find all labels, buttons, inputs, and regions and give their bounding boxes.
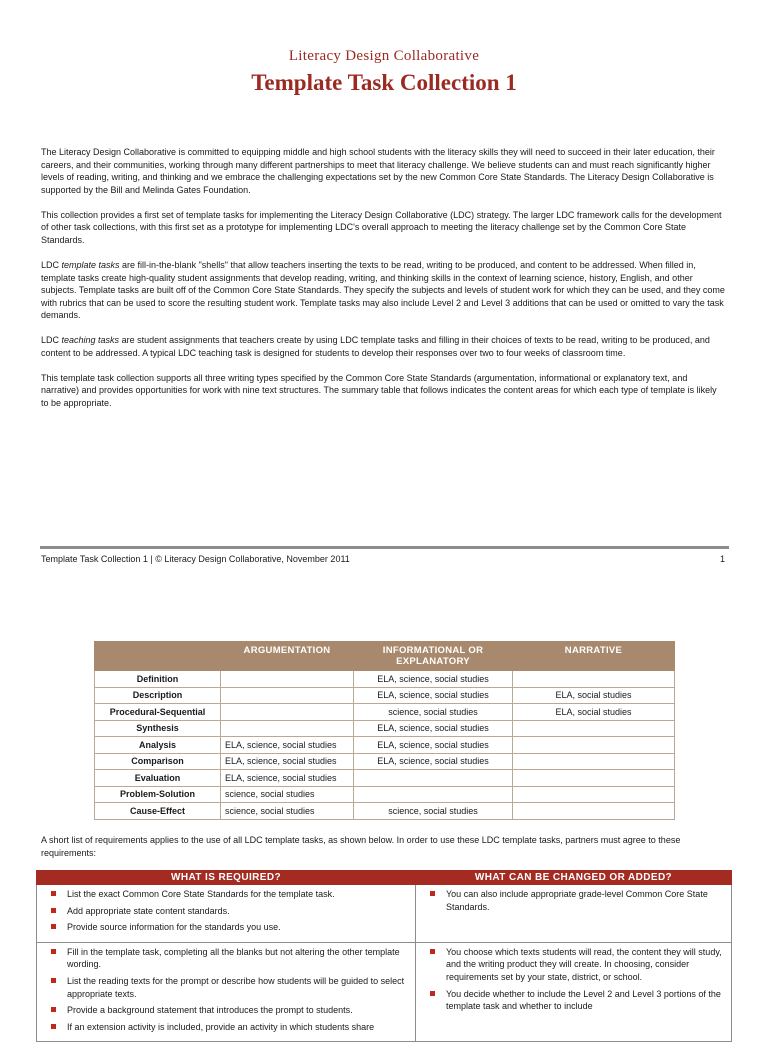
content-area-cell: ELA, social studies [513,704,675,721]
list-item [422,988,725,1013]
table-row [95,786,675,803]
list-item-text: You decide whether to include the Level 2 and Level 3 portions of the template task and whether to include [446,988,721,1012]
p4-lead: LDC [41,335,62,346]
list-item-text: Fill in the template task, completing all the blanks but not altering the other template wording. [67,946,400,970]
content-area-cell [513,753,675,770]
page-number: 1 [719,554,725,564]
intro-paragraph-4 [41,334,725,359]
summary-table-header [95,642,675,671]
table-row [95,737,675,754]
content-area-cell [513,671,675,688]
content-area-cell: ELA, social studies [513,687,675,704]
content-area-cell [221,687,354,704]
summary-table [94,641,675,820]
required-cell [37,942,416,1042]
collaborative-subtitle: Literacy Design Collaborative [288,48,480,64]
content-area-cell [513,770,675,787]
list-item-text: List the reading texts for the prompt or describe how students will be guided to select appropriate texts. [67,975,405,999]
list-item [43,921,409,934]
content-area-cell [354,786,513,803]
bullet-icon [51,949,56,954]
bullet-icon [430,991,435,996]
text-structure-label: Comparison [95,753,221,770]
table-row [95,704,675,721]
required-cell [37,885,416,943]
list-item [43,1004,409,1017]
text-structure-label: Description [95,687,221,704]
page-title: Template Task Collection 1 [251,70,517,95]
list-item-text: You can also include appropriate grade-level Common Core State Standards. [446,889,708,912]
content-area-cell [221,720,354,737]
table-row [95,803,675,820]
content-area-cell [354,770,513,787]
page-footer [41,554,725,564]
summary-col-header: NARRATIVE [513,642,675,671]
table-row [95,720,675,737]
teaching-tasks-term: teaching tasks [61,335,120,346]
list-item-text: Add appropriate state content standards. [67,905,230,916]
bullet-icon [51,924,56,929]
bullet-icon [51,891,56,896]
list-item-text: Provide source information for the standards you use. [67,922,281,933]
requirements-table [36,870,732,1042]
content-area-cell: science, social studies [354,704,513,721]
text-structure-label: Analysis [95,737,221,754]
content-area-cell: ELA, science, social studies [354,737,513,754]
summary-col-header [95,642,221,671]
bullet-icon [51,1024,56,1029]
list-item [43,888,409,901]
text-structure-label: Cause-Effect [95,803,221,820]
bullet-icon [51,978,56,983]
bullet-icon [430,891,435,896]
content-area-cell [221,671,354,688]
content-area-cell [513,786,675,803]
changeable-header: WHAT CAN BE CHANGED OR ADDED? [416,871,732,885]
list-item [43,946,409,971]
changeable-cell [416,885,732,943]
content-area-cell: ELA, science, social studies [221,753,354,770]
table-row [95,687,675,704]
list-item-text: Provide a background statement that introduces the prompt to students. [67,1005,353,1016]
intro-paragraph-1: The Literacy Design Collaborative is committed to equipping middle and high school students with the literacy skills they will need to succeed in their later education, their careers, and their communities, working through many different partnerships to meet that literacy challenge. We believe students can and must reach significantly higher levels of reading, writing, and thinking and we embrace the challenging expectations set by the new Common Core State Standards. The Literacy Design Collaborative is supported by the Bill and Melinda Gates Foundation. [41,147,715,195]
list-item-text: You choose which texts students will read, the content they will study, and the writing product they will create. In choosing, consider requirements set by your state, district, or school. [446,946,722,982]
bullet-icon [51,908,56,913]
p3-lead: LDC [41,259,62,270]
list-item [43,975,409,1000]
content-area-cell [513,803,675,820]
footer-text: Template Task Collection 1 | © Literacy Design Collaborative, November 2011 [41,554,350,564]
bullet-icon [430,949,435,954]
intro-paragraph-2: This collection provides a first set of template tasks for implementing the Literacy Design Collaborative (LDC) strategy. The larger LDC framework calls for the development of other task collections, with this first set as a prototype for implementing LDC's overall approach to meeting the literacy challenge set by the Common Core State Standards. [41,209,722,245]
p3-rest: are fill-in-the-blank "shells" that allow teachers inserting the texts to be read, writing to be produced, and content to be addressed. When filled in, template tasks create high-quality student assignments that develop reading, writing, and thinking skills in the context of learning science, history, English, and other subjects. Template tasks are built off of the Common Core State Standards. They specify the subjects and levels of student work for which they can be used, and they come with rubrics that can be used to score the resulting student work. Template tasks may also include Level 2 and Level 3 additions that can be used or omitted to vary the task demands. [41,259,725,321]
content-area-cell: ELA, science, social studies [354,687,513,704]
list-item-text: List the exact Common Core State Standards for the template task. [67,889,335,899]
intro-paragraph-5: This template task collection supports all three writing types specified by the Common Core State Standards (argumentation, informational or explanatory text, and narrative) and provides opportunities for work with nine text structures. The summary table that follows indicates the content areas for which each type of template is likely to be appropriate. [41,372,717,409]
content-area-cell: ELA, science, social studies [354,671,513,688]
text-structure-label: Definition [95,671,221,688]
template-tasks-term: template tasks [61,259,120,270]
text-structure-label: Procedural-Sequential [95,704,221,721]
changeable-cell [416,942,732,1042]
text-structure-label: Evaluation [95,770,221,787]
intro-paragraph-3 [41,259,725,322]
content-area-cell: ELA, science, social studies [221,737,354,754]
intro-text [41,146,725,422]
p4-rest: are student assignments that teachers create by using LDC template tasks and filling in their choices of texts to be read, writing to be produced, and content to be addressed. A typical LDC teaching task is designed for students to develop their responses over two to four weeks of classroom time. [41,335,710,358]
table-row [95,753,675,770]
content-area-cell [513,720,675,737]
summary-col-header: ARGUMENTATION [221,642,354,671]
text-structure-label: Synthesis [95,720,221,737]
table-row [95,770,675,787]
content-area-cell [221,704,354,721]
summary-col-header: INFORMATIONAL OR EXPLANATORY [354,642,513,671]
text-structure-label: Problem-Solution [95,786,221,803]
required-header: WHAT IS REQUIRED? [37,871,416,885]
list-item [43,1021,409,1034]
footer-divider [40,546,729,549]
content-area-cell: ELA, science, social studies [221,770,354,787]
list-item [422,888,725,913]
content-area-cell: ELA, science, social studies [354,720,513,737]
list-item [422,946,725,984]
table-row [95,671,675,688]
requirements-intro: A short list of requirements applies to the use of all LDC template tasks, as shown below. In order to use these LDC template tasks, partners must agree to these requirements: [41,835,681,858]
content-area-cell: science, social studies [221,786,354,803]
list-item-text: If an extension activity is included, provide an activity in which students share [67,1021,375,1032]
list-item [43,905,409,918]
content-area-cell: ELA, science, social studies [354,753,513,770]
bullet-icon [51,1007,56,1012]
content-area-cell: science, social studies [354,803,513,820]
content-area-cell [513,737,675,754]
content-area-cell: science, social studies [221,803,354,820]
